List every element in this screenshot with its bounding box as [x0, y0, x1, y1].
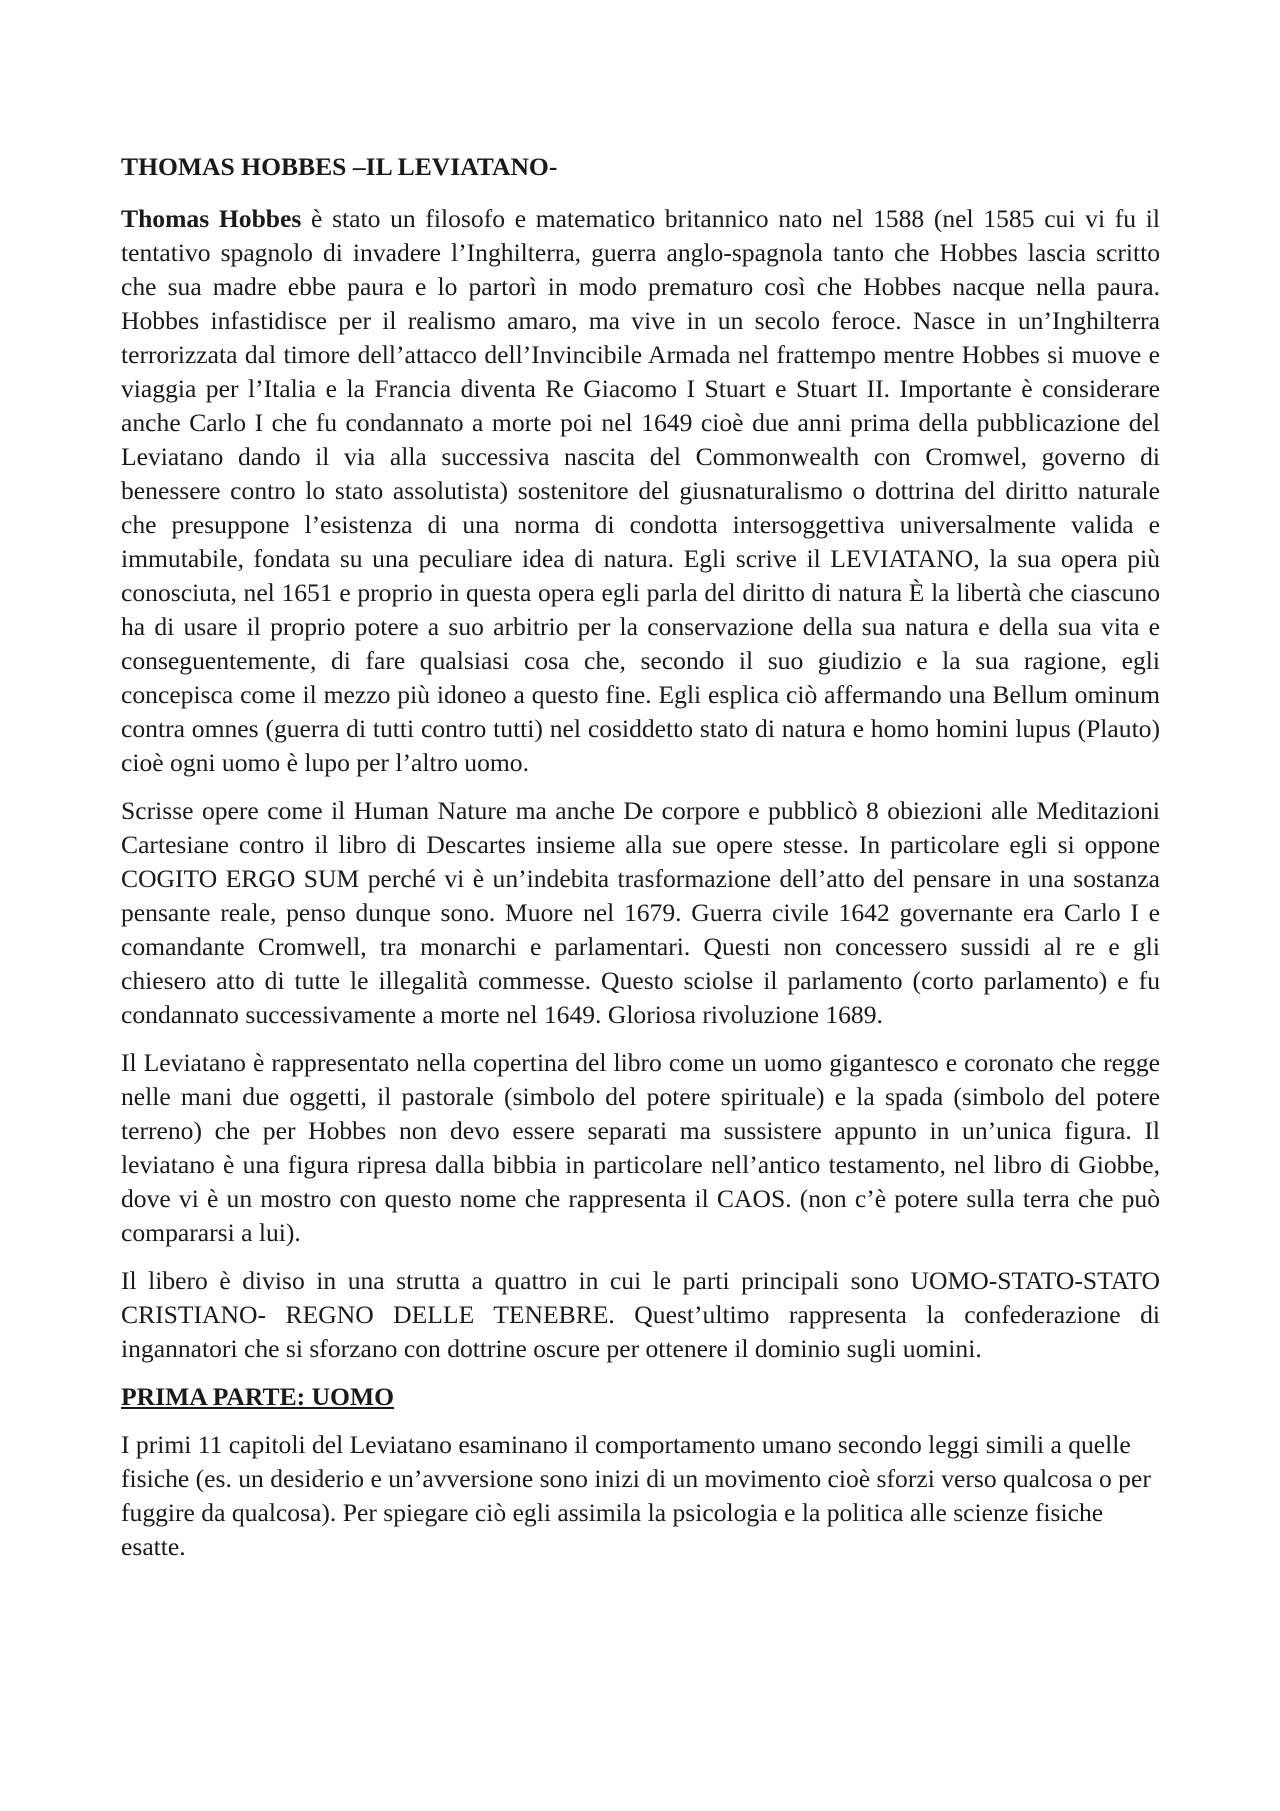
document-page [121, 150, 1160, 1578]
paragraph-leviathan-cover: Il Leviatano è rappresentato nella copertina del libro come un uomo gigantesco e coronato che regge nelle mani due oggetti, il pastorale (simbolo del potere spirituale) e la spada (simbolo del potere terreno) che per Hobbes non devo essere separati ma sussistere appunto in un’unica figura. Il leviatano è una figura ripresa dalla bibbia in particolare nell’antico testamento, nel libro di Giobbe, dove vi è un mostro con questo nome che rappresenta il CAOS. (non c’è potere sulla terra che può compararsi a lui). [121, 1048, 1160, 1247]
document-title: THOMAS HOBBES –IL LEVIATANO- [121, 152, 558, 181]
paragraph-works: Scrisse opere come il Human Nature ma anche De corpore e pubblicò 8 obiezioni alle Meditazioni Cartesiane contro il libro di Descartes insieme alla sue opere stesse. In particolare egli si oppone COGITO ERGO SUM perché vi è un’indebita trasformazione dell’atto del pensare in una sostanza pensante reale, penso dunque sono. Muore nel 1679. Guerra civile 1642 governante era Carlo I e comandante Cromwell, tra monarchi e parlamentari. Questi non concessero sussidi al re e gli chiesero atto di tutte le illegalità commesse. Questo sciolse il parlamento (corto parlamento) e fu condannato successivamente a morte nel 1649. Gloriosa rivoluzione 1689. [121, 796, 1160, 1029]
section-heading: PRIMA PARTE: UOMO [121, 1382, 395, 1411]
paragraph-intro [121, 202, 1160, 780]
paragraph-intro-text: è stato un filosofo e matematico britannico nato nel 1588 (nel 1585 cui vi fu il tentativo spagnolo di invadere l’Inghilterra, guerra anglo-spagnola tanto che Hobbes lascia scritto che sua madre ebbe paura e lo partorì in modo prematuro così che Hobbes nacque nella paura. Hobbes infastidisce per il realismo amaro, ma vive in un secolo feroce. Nasce in un’Inghilterra terrorizzata dal timore dell’attacco dell’Invincibile Armada nel frattempo mentre Hobbes si muove e viaggia per l’Italia e la Francia diventa Re Giacomo I Stuart e Stuart II. Importante è considerare anche Carlo I che fu condannato a morte poi nel 1649 cioè due anni prima della pubblicazione del Leviatano dando il via alla successiva nascita del Commonwealth con Cromwel, governo di benessere contro lo stato assolutista) sostenitore del giusnaturalismo o dottrina del diritto naturale che presuppone l’esistenza di una norma di condotta intersoggettiva universalmente valida e immutabile, fondata su una peculiare idea di natura. Egli scrive il LEVIATANO, la sua opera più conosciuta, nel 1651 e proprio in questa opera egli parla del diritto di natura È la libertà che ciascuno ha di usare il proprio potere a suo arbitrio per la conservazione della sua natura e della sua vita e conseguentemente, di fare qualsiasi cosa che, secondo il suo giudizio e la sua ragione, egli concepisca come il mezzo più idoneo a questo fine. Egli esplica ciò affermando una Bellum ominum contra omnes (guerra di tutti contro tutti) nel cosiddetto stato di natura e homo homini lupus (Plauto) cioè ogni uomo è lupo per l’altro uomo. [121, 204, 1160, 777]
paragraph-intro-lead: Thomas Hobbes [121, 204, 302, 233]
paragraph-section-one: I primi 11 capitoli del Leviatano esaminano il comportamento umano secondo leggi simili a quelle fisiche (es. un desiderio e un’avversione sono inizi di un movimento cioè sforzi verso qualcosa o per fuggire da qualcosa). Per spiegare ciò egli assimila la psicologia e la politica alle scienze fisiche esatte. [121, 1430, 1151, 1561]
paragraph-book-structure: Il libero è diviso in una strutta a quattro in cui le parti principali sono UOMO-STATO-STATO CRISTIANO- REGNO DELLE TENEBRE. Quest’ultimo rappresenta la confederazione di ingannatori che si sforzano con dottrine oscure per ottenere il dominio sugli uomini. [121, 1266, 1160, 1363]
